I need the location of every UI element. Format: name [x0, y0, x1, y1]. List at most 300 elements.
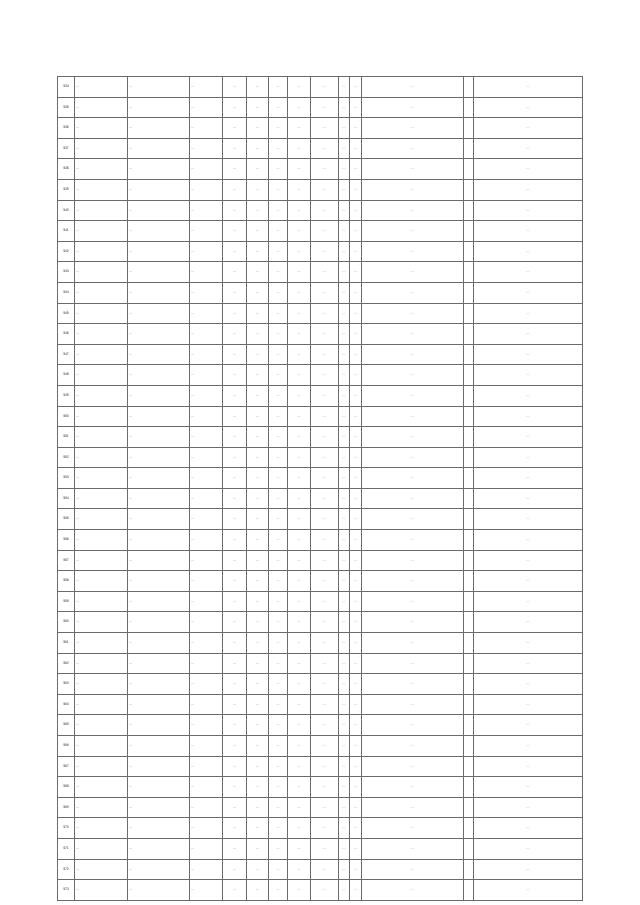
- table-row: [58, 653, 583, 674]
- cell-num: 563: [58, 674, 75, 695]
- cell-address: …: [128, 777, 190, 798]
- cell-material: …: [288, 221, 311, 242]
- cell-coords: …: [190, 715, 223, 736]
- cell-material: …: [288, 797, 311, 818]
- cell-blank: [464, 653, 474, 674]
- cell-owner: …: [362, 77, 464, 98]
- cell-surface: …: [311, 756, 339, 777]
- cell-area: …: [247, 488, 269, 509]
- cell-district: …: [75, 818, 128, 839]
- cell-coords: …: [190, 200, 223, 221]
- cell-surface: …: [311, 241, 339, 262]
- cell-surface: …: [311, 694, 339, 715]
- table-row: [58, 427, 583, 448]
- cell-blank: [464, 200, 474, 221]
- cell-count: …: [339, 612, 350, 633]
- cell-count: …: [339, 97, 350, 118]
- cell-surface: …: [311, 447, 339, 468]
- cell-note: …: [474, 344, 583, 365]
- cell-coords: …: [190, 97, 223, 118]
- cell-cover: …: [223, 262, 247, 283]
- cell-area: …: [247, 859, 269, 880]
- cell-material: …: [288, 179, 311, 200]
- cell-material: …: [288, 818, 311, 839]
- cell-coords: …: [190, 77, 223, 98]
- cell-surface: …: [311, 77, 339, 98]
- cell-note: …: [474, 118, 583, 139]
- cell-volume: …: [350, 241, 362, 262]
- table-row: [58, 530, 583, 551]
- cell-material: …: [288, 344, 311, 365]
- cell-note: …: [474, 488, 583, 509]
- cell-district: …: [75, 344, 128, 365]
- cell-owner: …: [362, 262, 464, 283]
- cell-surface: …: [311, 736, 339, 757]
- cell-volume: …: [350, 365, 362, 386]
- cell-address: …: [128, 633, 190, 654]
- cell-note: …: [474, 571, 583, 592]
- cell-num: 568: [58, 777, 75, 798]
- cell-surface: …: [311, 282, 339, 303]
- cell-surface: …: [311, 715, 339, 736]
- cell-district: …: [75, 324, 128, 345]
- cell-owner: …: [362, 509, 464, 530]
- cell-area: …: [247, 509, 269, 530]
- cell-volume: …: [350, 550, 362, 571]
- cell-coords: …: [190, 324, 223, 345]
- cell-district: …: [75, 797, 128, 818]
- cell-blank: [464, 324, 474, 345]
- cell-count: …: [339, 571, 350, 592]
- cell-units: …: [269, 509, 288, 530]
- cell-surface: …: [311, 385, 339, 406]
- cell-units: …: [269, 159, 288, 180]
- cell-address: …: [128, 385, 190, 406]
- cell-coords: …: [190, 571, 223, 592]
- cell-cover: …: [223, 859, 247, 880]
- cell-volume: …: [350, 468, 362, 489]
- cell-volume: …: [350, 324, 362, 345]
- cell-note: …: [474, 427, 583, 448]
- cell-volume: …: [350, 282, 362, 303]
- cell-volume: …: [350, 97, 362, 118]
- cell-count: …: [339, 221, 350, 242]
- cell-blank: [464, 838, 474, 859]
- cell-units: …: [269, 488, 288, 509]
- cell-volume: …: [350, 838, 362, 859]
- cell-surface: …: [311, 818, 339, 839]
- cell-coords: …: [190, 818, 223, 839]
- cell-cover: …: [223, 880, 247, 901]
- cell-note: …: [474, 138, 583, 159]
- table-row: [58, 365, 583, 386]
- cell-cover: …: [223, 138, 247, 159]
- cell-volume: …: [350, 736, 362, 757]
- cell-cover: …: [223, 509, 247, 530]
- cell-count: …: [339, 694, 350, 715]
- cell-owner: …: [362, 530, 464, 551]
- cell-note: …: [474, 530, 583, 551]
- cell-owner: …: [362, 179, 464, 200]
- cell-volume: …: [350, 530, 362, 551]
- table-row: [58, 200, 583, 221]
- cell-owner: …: [362, 818, 464, 839]
- cell-count: …: [339, 427, 350, 448]
- cell-cover: …: [223, 736, 247, 757]
- cell-coords: …: [190, 694, 223, 715]
- cell-units: …: [269, 736, 288, 757]
- cell-area: …: [247, 777, 269, 798]
- cell-num: 535: [58, 97, 75, 118]
- cell-address: …: [128, 571, 190, 592]
- cell-owner: …: [362, 591, 464, 612]
- cell-note: …: [474, 633, 583, 654]
- cell-material: …: [288, 571, 311, 592]
- cell-district: …: [75, 509, 128, 530]
- cell-district: …: [75, 880, 128, 901]
- cell-owner: …: [362, 97, 464, 118]
- cell-note: …: [474, 694, 583, 715]
- cell-area: …: [247, 221, 269, 242]
- cell-surface: …: [311, 468, 339, 489]
- cell-num: 558: [58, 571, 75, 592]
- cell-num: 541: [58, 221, 75, 242]
- cell-district: …: [75, 612, 128, 633]
- cell-units: …: [269, 859, 288, 880]
- cell-owner: …: [362, 674, 464, 695]
- cell-volume: …: [350, 344, 362, 365]
- cell-area: …: [247, 571, 269, 592]
- cell-address: …: [128, 324, 190, 345]
- cell-owner: …: [362, 777, 464, 798]
- cell-note: …: [474, 612, 583, 633]
- cell-surface: …: [311, 159, 339, 180]
- cell-coords: …: [190, 859, 223, 880]
- cell-units: …: [269, 138, 288, 159]
- cell-address: …: [128, 880, 190, 901]
- cell-coords: …: [190, 138, 223, 159]
- cell-num: 550: [58, 406, 75, 427]
- cell-material: …: [288, 756, 311, 777]
- cell-district: …: [75, 838, 128, 859]
- cell-surface: …: [311, 859, 339, 880]
- cell-district: …: [75, 777, 128, 798]
- cell-cover: …: [223, 653, 247, 674]
- cell-address: …: [128, 262, 190, 283]
- table-row: [58, 859, 583, 880]
- cell-area: …: [247, 797, 269, 818]
- cell-units: …: [269, 200, 288, 221]
- cell-blank: [464, 385, 474, 406]
- cell-units: …: [269, 97, 288, 118]
- cell-count: …: [339, 880, 350, 901]
- cell-area: …: [247, 324, 269, 345]
- cell-coords: …: [190, 282, 223, 303]
- cell-blank: [464, 262, 474, 283]
- cell-owner: …: [362, 694, 464, 715]
- cell-coords: …: [190, 447, 223, 468]
- cell-num: 542: [58, 241, 75, 262]
- cell-coords: …: [190, 159, 223, 180]
- cell-volume: …: [350, 653, 362, 674]
- cell-material: …: [288, 324, 311, 345]
- cell-owner: …: [362, 241, 464, 262]
- cell-district: …: [75, 530, 128, 551]
- cell-coords: …: [190, 179, 223, 200]
- cell-owner: …: [362, 736, 464, 757]
- cell-address: …: [128, 77, 190, 98]
- cell-count: …: [339, 344, 350, 365]
- cell-num: 553: [58, 468, 75, 489]
- cell-cover: …: [223, 674, 247, 695]
- cell-owner: …: [362, 159, 464, 180]
- cell-owner: …: [362, 282, 464, 303]
- cell-coords: …: [190, 530, 223, 551]
- table-row: [58, 797, 583, 818]
- cell-note: …: [474, 756, 583, 777]
- cell-owner: …: [362, 365, 464, 386]
- cell-area: …: [247, 303, 269, 324]
- cell-surface: …: [311, 509, 339, 530]
- cell-material: …: [288, 282, 311, 303]
- cell-num: 546: [58, 324, 75, 345]
- cell-owner: …: [362, 715, 464, 736]
- cell-material: …: [288, 488, 311, 509]
- cell-coords: …: [190, 427, 223, 448]
- cell-blank: [464, 344, 474, 365]
- cell-material: …: [288, 138, 311, 159]
- cell-material: …: [288, 550, 311, 571]
- cell-units: …: [269, 344, 288, 365]
- cell-cover: …: [223, 406, 247, 427]
- cell-surface: …: [311, 777, 339, 798]
- cell-surface: …: [311, 880, 339, 901]
- cell-area: …: [247, 385, 269, 406]
- cell-address: …: [128, 715, 190, 736]
- cell-address: …: [128, 591, 190, 612]
- cell-surface: …: [311, 365, 339, 386]
- table-row: [58, 221, 583, 242]
- cell-count: …: [339, 756, 350, 777]
- cell-address: …: [128, 406, 190, 427]
- cell-material: …: [288, 612, 311, 633]
- cell-address: …: [128, 447, 190, 468]
- cell-units: …: [269, 694, 288, 715]
- cell-material: …: [288, 530, 311, 551]
- cell-cover: …: [223, 694, 247, 715]
- table-row: [58, 282, 583, 303]
- cell-num: 547: [58, 344, 75, 365]
- cell-surface: …: [311, 303, 339, 324]
- cell-volume: …: [350, 859, 362, 880]
- cell-note: …: [474, 838, 583, 859]
- cell-note: …: [474, 468, 583, 489]
- cell-blank: [464, 756, 474, 777]
- cell-note: …: [474, 221, 583, 242]
- cell-note: …: [474, 715, 583, 736]
- cell-district: …: [75, 591, 128, 612]
- cell-note: …: [474, 365, 583, 386]
- cell-owner: …: [362, 324, 464, 345]
- cell-note: …: [474, 77, 583, 98]
- cell-cover: …: [223, 241, 247, 262]
- table-row: [58, 756, 583, 777]
- cell-count: …: [339, 77, 350, 98]
- cell-cover: …: [223, 344, 247, 365]
- cell-units: …: [269, 838, 288, 859]
- cell-count: …: [339, 406, 350, 427]
- cell-blank: [464, 818, 474, 839]
- cell-district: …: [75, 427, 128, 448]
- cell-cover: …: [223, 550, 247, 571]
- cell-volume: …: [350, 385, 362, 406]
- cell-coords: …: [190, 736, 223, 757]
- cell-count: …: [339, 633, 350, 654]
- cell-num: 572: [58, 859, 75, 880]
- cell-district: …: [75, 282, 128, 303]
- table-row: [58, 447, 583, 468]
- cell-surface: …: [311, 118, 339, 139]
- cell-units: …: [269, 447, 288, 468]
- cell-area: …: [247, 633, 269, 654]
- cell-note: …: [474, 818, 583, 839]
- cell-volume: …: [350, 200, 362, 221]
- cell-material: …: [288, 859, 311, 880]
- table-row: [58, 736, 583, 757]
- cell-count: …: [339, 797, 350, 818]
- cell-district: …: [75, 715, 128, 736]
- cell-blank: [464, 488, 474, 509]
- cell-district: …: [75, 859, 128, 880]
- cell-coords: …: [190, 756, 223, 777]
- table-row: [58, 633, 583, 654]
- cell-area: …: [247, 138, 269, 159]
- cell-address: …: [128, 797, 190, 818]
- table-row: [58, 385, 583, 406]
- cell-blank: [464, 550, 474, 571]
- cell-owner: …: [362, 138, 464, 159]
- cell-surface: …: [311, 530, 339, 551]
- cell-district: …: [75, 179, 128, 200]
- cell-num: 561: [58, 633, 75, 654]
- cell-coords: …: [190, 612, 223, 633]
- cell-surface: …: [311, 427, 339, 448]
- table-row: [58, 509, 583, 530]
- table-row: [58, 550, 583, 571]
- cell-blank: [464, 530, 474, 551]
- cell-coords: …: [190, 488, 223, 509]
- cell-coords: …: [190, 838, 223, 859]
- cell-address: …: [128, 221, 190, 242]
- table-row: [58, 468, 583, 489]
- cell-area: …: [247, 880, 269, 901]
- cell-owner: …: [362, 550, 464, 571]
- cell-owner: …: [362, 447, 464, 468]
- cell-area: …: [247, 179, 269, 200]
- cell-district: …: [75, 365, 128, 386]
- cell-count: …: [339, 365, 350, 386]
- cell-area: …: [247, 262, 269, 283]
- cell-coords: …: [190, 303, 223, 324]
- cell-count: …: [339, 530, 350, 551]
- cell-cover: …: [223, 427, 247, 448]
- cell-cover: …: [223, 385, 247, 406]
- cell-units: …: [269, 715, 288, 736]
- cell-address: …: [128, 530, 190, 551]
- cell-units: …: [269, 77, 288, 98]
- cell-num: 560: [58, 612, 75, 633]
- cell-note: …: [474, 406, 583, 427]
- cell-units: …: [269, 797, 288, 818]
- cell-cover: …: [223, 530, 247, 551]
- cell-units: …: [269, 674, 288, 695]
- cell-address: …: [128, 756, 190, 777]
- cell-address: …: [128, 550, 190, 571]
- cell-cover: …: [223, 715, 247, 736]
- cell-note: …: [474, 97, 583, 118]
- cell-district: …: [75, 550, 128, 571]
- cell-address: …: [128, 653, 190, 674]
- table-row: [58, 488, 583, 509]
- table-row: [58, 880, 583, 901]
- cell-note: …: [474, 777, 583, 798]
- cell-owner: …: [362, 859, 464, 880]
- cell-volume: …: [350, 77, 362, 98]
- cell-owner: …: [362, 880, 464, 901]
- cell-coords: …: [190, 365, 223, 386]
- cell-num: 573: [58, 880, 75, 901]
- cell-area: …: [247, 344, 269, 365]
- cell-material: …: [288, 468, 311, 489]
- cell-num: 549: [58, 385, 75, 406]
- cell-surface: …: [311, 653, 339, 674]
- cell-address: …: [128, 200, 190, 221]
- cell-volume: …: [350, 797, 362, 818]
- cell-area: …: [247, 530, 269, 551]
- cell-units: …: [269, 427, 288, 448]
- cell-note: …: [474, 324, 583, 345]
- cell-area: …: [247, 406, 269, 427]
- cell-material: …: [288, 365, 311, 386]
- cell-area: …: [247, 612, 269, 633]
- cell-note: …: [474, 447, 583, 468]
- cell-volume: …: [350, 674, 362, 695]
- cell-district: …: [75, 385, 128, 406]
- cell-blank: [464, 612, 474, 633]
- cell-volume: …: [350, 179, 362, 200]
- cell-blank: [464, 591, 474, 612]
- cell-address: …: [128, 344, 190, 365]
- cell-num: 536: [58, 118, 75, 139]
- cell-owner: …: [362, 385, 464, 406]
- cell-units: …: [269, 221, 288, 242]
- cell-num: 539: [58, 179, 75, 200]
- cell-num: 543: [58, 262, 75, 283]
- cell-note: …: [474, 797, 583, 818]
- cell-count: …: [339, 159, 350, 180]
- table-row: [58, 324, 583, 345]
- cell-blank: [464, 138, 474, 159]
- cell-count: …: [339, 838, 350, 859]
- cell-volume: …: [350, 612, 362, 633]
- cell-area: …: [247, 550, 269, 571]
- cell-cover: …: [223, 303, 247, 324]
- cell-cover: …: [223, 818, 247, 839]
- cell-owner: …: [362, 406, 464, 427]
- cell-owner: …: [362, 200, 464, 221]
- cell-district: …: [75, 77, 128, 98]
- cell-material: …: [288, 777, 311, 798]
